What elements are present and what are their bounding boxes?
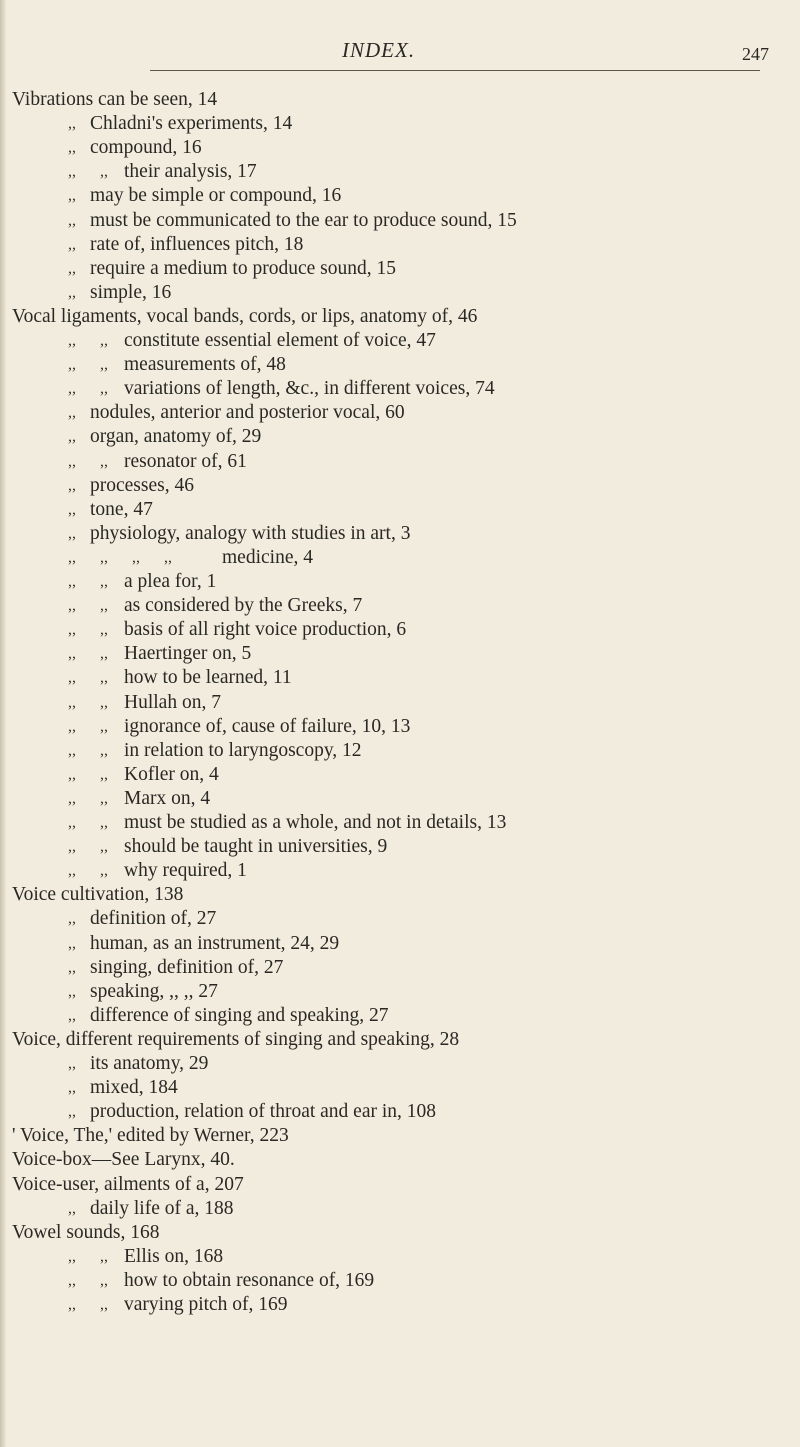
index-entry-text: singing, definition of, 27 <box>90 956 284 978</box>
index-entry <box>0 257 800 280</box>
index-entry-text: human, as an instrument, 24, 29 <box>90 932 340 954</box>
index-entry-text: Ellis on, 168 <box>124 1245 224 1267</box>
index-entry <box>0 425 800 448</box>
ditto-mark: ,, <box>100 669 108 687</box>
index-entry <box>0 1148 800 1171</box>
ditto-mark: ,, <box>100 1271 108 1289</box>
index-entry <box>0 1004 800 1027</box>
ditto-mark: ,, <box>100 597 108 615</box>
index-entry <box>0 474 800 497</box>
ditto-mark: ,, <box>100 838 108 856</box>
index-entry <box>0 209 800 232</box>
ditto-mark: ,, <box>100 765 108 783</box>
ditto-mark: ,, <box>68 789 76 807</box>
ditto-mark: ,, <box>100 356 108 374</box>
index-entry-text: a plea for, 1 <box>124 571 217 592</box>
index-entry-text: ignorance of, cause of failure, 10, 13 <box>124 715 411 737</box>
ditto-mark: ,, <box>132 548 140 566</box>
index-entry-text: organ, anatomy of, 29 <box>90 426 262 448</box>
ditto-mark: ,, <box>68 1055 76 1072</box>
ditto-mark: ,, <box>68 163 76 181</box>
ditto-mark: ,, <box>68 356 76 374</box>
ditto-mark: ,, <box>68 404 76 422</box>
index-entry <box>0 88 800 111</box>
index-entry <box>0 956 800 979</box>
index-entry-text: Vocal ligaments, vocal bands, cords, or lips, anatomy of, 46 <box>12 305 478 327</box>
ditto-mark: ,, <box>100 1247 108 1265</box>
index-entry-text: measurements of, 48 <box>124 354 286 376</box>
index-entry-text: Voice-box—See Larynx, 40. <box>12 1149 235 1171</box>
index-entry <box>0 184 800 207</box>
index-entry-text: physiology, analogy with studies in art, 3 <box>90 522 411 544</box>
ditto-mark: ,, <box>68 982 76 1000</box>
ditto-mark: ,, <box>68 838 76 856</box>
ditto-mark: ,, <box>100 814 108 831</box>
ditto-mark: ,, <box>100 741 108 759</box>
index-entry <box>0 377 800 400</box>
index-entry-text: Voice cultivation, 138 <box>12 884 184 906</box>
page-number: 247 <box>742 44 769 64</box>
index-entry-text: daily life of a, 188 <box>90 1197 234 1219</box>
ditto-mark: ,, <box>68 524 76 542</box>
index-entry <box>0 1269 800 1292</box>
ditto-mark: ,, <box>100 573 108 590</box>
ditto-mark: ,, <box>68 1103 76 1121</box>
index-entry-text: definition of, 27 <box>90 908 217 930</box>
index-entry-text: basis of all right voice production, 6 <box>124 619 407 641</box>
index-entry <box>0 787 800 810</box>
ditto-mark: ,, <box>100 621 108 639</box>
ditto-mark: ,, <box>100 380 108 398</box>
ditto-mark: ,, <box>100 163 108 181</box>
index-entry-text: variations of length, &c., in different voices, 74 <box>124 378 495 400</box>
index-entry-text: require a medium to produce sound, 15 <box>90 257 396 279</box>
header-rule <box>150 70 760 71</box>
ditto-mark: ,, <box>68 1079 76 1097</box>
index-entry-text: mixed, 184 <box>90 1077 178 1099</box>
index-entry-text: medicine, 4 <box>222 546 313 568</box>
index-entry-text: Vowel sounds, 168 <box>12 1221 160 1243</box>
index-entry <box>0 980 800 1003</box>
ditto-mark: ,, <box>100 717 108 735</box>
ditto-mark: ,, <box>68 958 76 976</box>
index-entry-text: must be communicated to the ear to produce sound, 15 <box>90 209 517 231</box>
ditto-mark: ,, <box>68 717 76 735</box>
index-entry <box>0 1173 800 1196</box>
index-entry <box>0 1124 800 1147</box>
index-entry <box>0 522 800 545</box>
index-entry <box>0 932 800 955</box>
index-entry-text: Hullah on, 7 <box>124 691 221 713</box>
ditto-mark: ,, <box>68 669 76 687</box>
index-entry-text: ' Voice, The,' edited by Werner, 223 <box>12 1125 289 1147</box>
ditto-mark: ,, <box>68 765 76 783</box>
index-entry-text: difference of singing and speaking, 27 <box>90 1004 389 1026</box>
index-entry-text: Chladni's experiments, 14 <box>90 113 293 135</box>
index-entry <box>0 594 800 617</box>
index-entry <box>0 1293 800 1316</box>
index-entry <box>0 883 800 906</box>
ditto-mark: ,, <box>68 1199 76 1217</box>
index-entry <box>0 1028 800 1051</box>
index-entry <box>0 811 800 834</box>
index-entry-text: resonator of, 61 <box>124 450 247 472</box>
ditto-mark: ,, <box>100 862 108 880</box>
index-entry-text: as considered by the Greeks, 7 <box>124 595 363 617</box>
index-entry-text: their analysis, 17 <box>124 161 257 183</box>
ditto-mark: ,, <box>68 597 76 615</box>
ditto-mark: ,, <box>100 1296 108 1313</box>
ditto-mark: ,, <box>68 500 76 518</box>
ditto-mark: ,, <box>100 452 108 470</box>
index-entry-text: Voice-user, ailments of a, 207 <box>12 1173 244 1195</box>
index-entry-text: how to be learned, 11 <box>124 667 292 689</box>
ditto-mark: ,, <box>68 741 76 759</box>
ditto-mark: ,, <box>68 621 76 639</box>
index-entry <box>0 305 800 328</box>
index-entry-text: how to obtain resonance of, 169 <box>124 1269 375 1291</box>
index-entry <box>0 136 800 159</box>
ditto-mark: ,, <box>68 862 76 880</box>
ditto-mark: ,, <box>68 476 76 494</box>
ditto-mark: ,, <box>68 452 76 470</box>
ditto-mark: ,, <box>68 235 76 253</box>
index-entry <box>0 1100 800 1123</box>
index-entry <box>0 1197 800 1220</box>
ditto-mark: ,, <box>68 1247 76 1265</box>
index-entry-text: Kofler on, 4 <box>124 763 219 785</box>
index-entry <box>0 691 800 714</box>
ditto-mark: ,, <box>100 789 108 807</box>
index-entry-text: Haertinger on, 5 <box>124 643 252 665</box>
ditto-mark: ,, <box>68 259 76 277</box>
index-entry <box>0 763 800 786</box>
index-entry <box>0 618 800 641</box>
index-entry <box>0 160 800 183</box>
ditto-mark: ,, <box>100 693 108 711</box>
ditto-mark: ,, <box>68 693 76 711</box>
index-entry <box>0 329 800 352</box>
index-entry <box>0 401 800 424</box>
index-entry <box>0 570 800 593</box>
ditto-mark: ,, <box>68 283 76 301</box>
index-entry <box>0 835 800 858</box>
index-entry-text: compound, 16 <box>90 137 202 159</box>
index-entry <box>0 715 800 738</box>
index-entry <box>0 450 800 473</box>
index-entry <box>0 1076 800 1099</box>
index-entry-text: its anatomy, 29 <box>90 1053 209 1074</box>
ditto-mark: ,, <box>68 910 76 928</box>
ditto-mark: ,, <box>68 934 76 952</box>
ditto-mark: ,, <box>68 645 76 663</box>
ditto-mark: ,, <box>68 139 76 157</box>
running-head-title: INDEX. <box>342 38 416 62</box>
ditto-mark: ,, <box>68 573 76 590</box>
index-entry <box>0 907 800 930</box>
index-entry <box>0 498 800 521</box>
ditto-mark: ,, <box>100 332 108 349</box>
index-entry <box>0 1245 800 1268</box>
ditto-mark: ,, <box>68 332 76 349</box>
ditto-mark: ,, <box>68 1296 76 1313</box>
index-entry-text: why required, 1 <box>124 860 247 882</box>
index-entry-text: rate of, influences pitch, 18 <box>90 233 304 255</box>
index-entry-text: tone, 47 <box>90 498 153 520</box>
index-entry <box>0 112 800 135</box>
index-entry-text: must be studied as a whole, and not in details, 13 <box>124 812 507 833</box>
index-entry <box>0 281 800 304</box>
ditto-mark: ,, <box>68 211 76 229</box>
ditto-mark: ,, <box>68 428 76 446</box>
ditto-mark: ,, <box>68 1271 76 1289</box>
index-entry-text: constitute essential element of voice, 47 <box>124 330 436 351</box>
ditto-mark: ,, <box>68 1006 76 1024</box>
index-entry <box>0 666 800 689</box>
ditto-mark: ,, <box>100 548 108 566</box>
index-entry <box>0 353 800 376</box>
index-entry-text: simple, 16 <box>90 281 172 303</box>
ditto-mark: ,, <box>68 548 76 566</box>
index-entry-text: nodules, anterior and posterior vocal, 60 <box>90 402 405 424</box>
index-entry <box>0 546 800 569</box>
index-entry-text: may be simple or compound, 16 <box>90 185 342 207</box>
index-entry <box>0 642 800 665</box>
index-entry-text: should be taught in universities, 9 <box>124 836 388 858</box>
ditto-mark: ,, <box>164 548 172 566</box>
ditto-mark: ,, <box>68 187 76 205</box>
index-entry-text: in relation to laryngoscopy, 12 <box>124 739 362 761</box>
index-entry-text: speaking, ,, ,, 27 <box>90 980 218 1002</box>
ditto-mark: ,, <box>68 115 76 133</box>
index-entry-text: Marx on, 4 <box>124 787 211 809</box>
index-entry-text: processes, 46 <box>90 474 194 496</box>
index-entry <box>0 1052 800 1075</box>
ditto-mark: ,, <box>100 645 108 663</box>
ditto-mark: ,, <box>68 380 76 398</box>
index-entry <box>0 859 800 882</box>
index-entry <box>0 1221 800 1244</box>
index-entry-text: production, relation of throat and ear in, 108 <box>90 1101 437 1123</box>
index-entry <box>0 739 800 762</box>
index-entry-text: Voice, different requirements of singing and speaking, 28 <box>12 1028 460 1050</box>
index-entry <box>0 233 800 256</box>
ditto-mark: ,, <box>68 814 76 831</box>
index-entry-text: varying pitch of, 169 <box>124 1294 288 1315</box>
index-entry-text: Vibrations can be seen, 14 <box>12 89 218 110</box>
